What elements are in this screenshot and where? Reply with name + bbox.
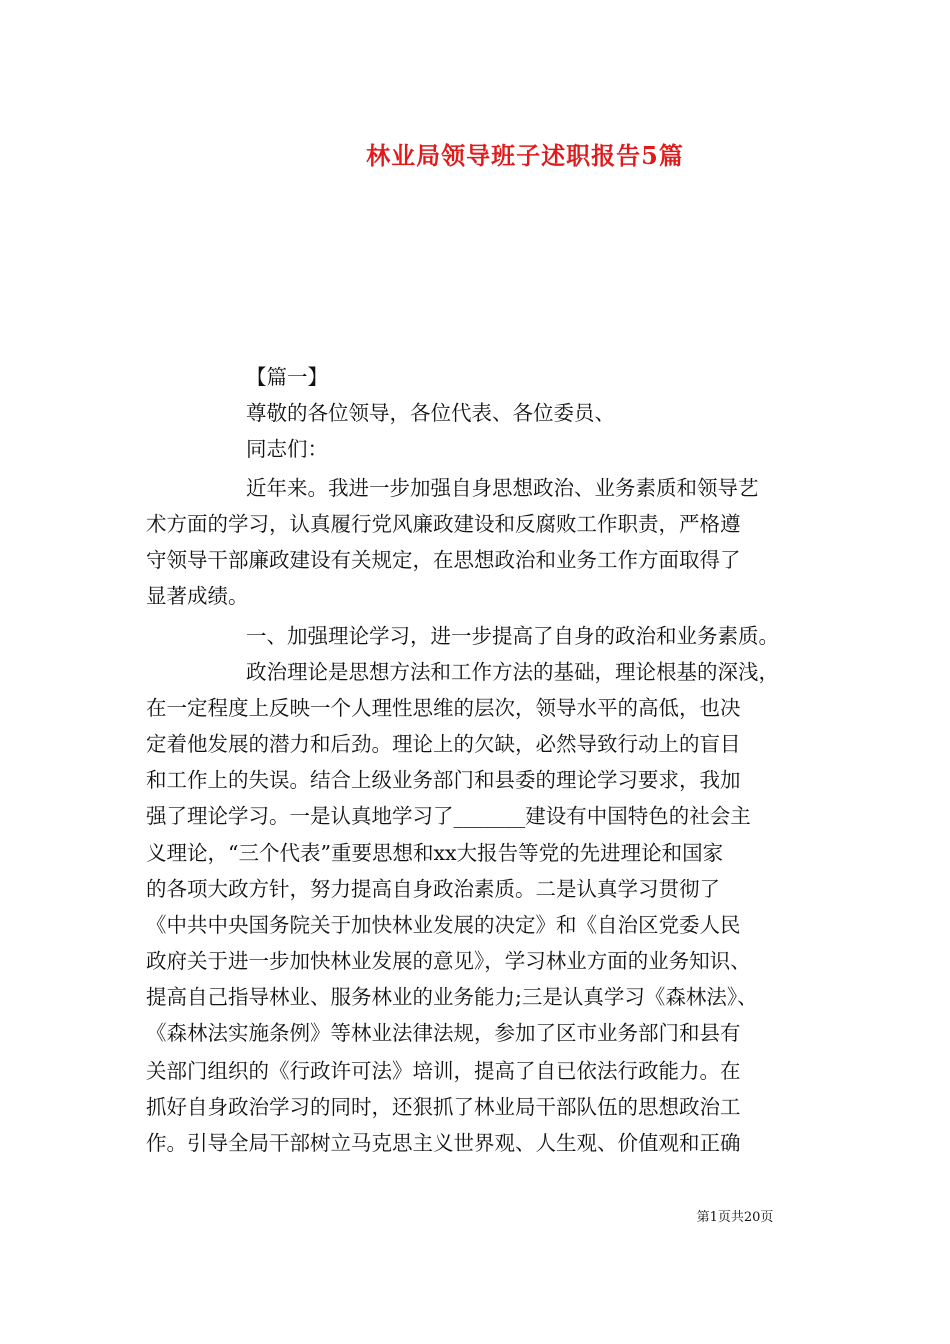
- paragraph-line: 术方面的学习，认真履行党风廉政建设和反腐败工作职责，严格遵: [146, 512, 741, 536]
- paragraph-line: 强了理论学习。一是认真地学习了_______建设有中国特色的社会主: [146, 804, 751, 828]
- paragraph-line: 《中共中央国务院关于加快林业发展的决定》和《自治区党委人民: [146, 913, 741, 937]
- paragraph-line: 政府关于进一步加快林业发展的意见》，学习林业方面的业务知识、: [146, 949, 751, 973]
- section-label: 【篇一】: [246, 365, 328, 389]
- paragraph-line: 在一定程度上反映一个人理性思维的层次，领导水平的高低，也决: [146, 696, 741, 720]
- paragraph-line: 抓好自身政治学习的同时，还狠抓了林业局干部队伍的思想政治工: [146, 1095, 741, 1119]
- salutation-line: 同志们：: [246, 437, 328, 461]
- paragraph-line: 的各项大政方针，努力提高自身政治素质。二是认真学习贯彻了: [146, 877, 720, 901]
- paragraph-line: 守领导干部廉政建设有关规定，在思想政治和业务工作方面取得了: [146, 548, 741, 572]
- paragraph-line: 和工作上的失误。结合上级业务部门和县委的理论学习要求，我加: [146, 768, 741, 792]
- paragraph-line: 定着他发展的潜力和后劲。理论上的欠缺，必然导致行动上的盲目: [146, 732, 741, 756]
- page-number: 第1页共20页: [696, 1210, 774, 1225]
- paragraph-line: 近年来。我进一步加强自身思想政治、业务素质和领导艺: [246, 476, 759, 500]
- paragraph-line: 义理论，“三个代表”重要思想和xx大报告等党的先进理论和国家: [146, 841, 724, 865]
- paragraph-line: 显著成绩。: [146, 584, 249, 608]
- paragraph-line: 《森林法实施条例》等林业法律法规，参加了区市业务部门和县有: [146, 1021, 741, 1045]
- paragraph-line: 关部门组织的《行政许可法》培训，提高了自已依法行政能力。在: [146, 1059, 741, 1083]
- salutation-line: 尊敬的各位领导，各位代表、各位委员、: [246, 401, 615, 425]
- section-heading: 一、加强理论学习，进一步提高了自身的政治和业务素质。: [246, 624, 779, 648]
- paragraph-line: 提高自己指导林业、服务林业的业务能力;三是认真学习《森林法》、: [146, 985, 758, 1009]
- paragraph-line: 政治理论是思想方法和工作方法的基础，理论根基的深浅，: [246, 660, 779, 684]
- document-title: 林业局领导班子述职报告5篇: [366, 141, 684, 170]
- paragraph-line: 作。引导全局干部树立马克思主义世界观、人生观、价值观和正确: [146, 1131, 741, 1155]
